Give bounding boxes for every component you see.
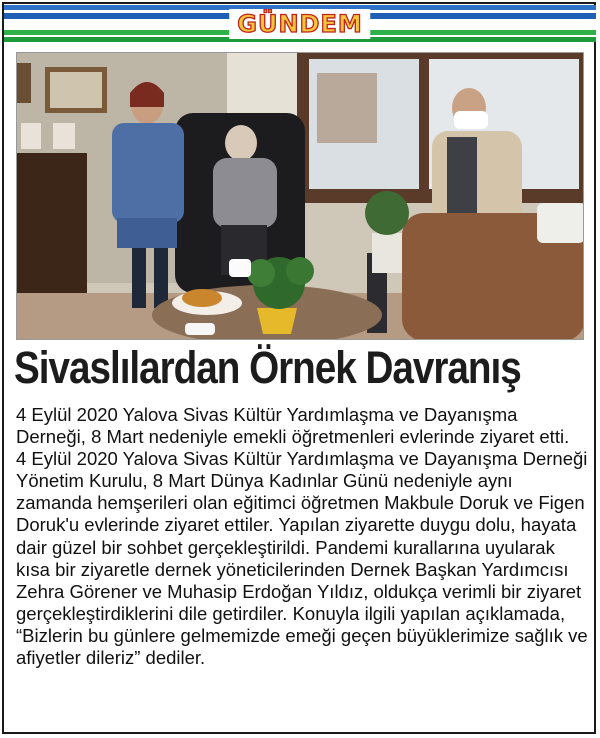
section-title: GÜNDEM (229, 9, 370, 39)
paragraph: 4 Eylül 2020 Yalova Sivas Kültür Yardımlaşma ve Dayanışma Derneği Yönetim Kurulu, 8 Mart Dünya Kadınlar Günü nedeniyle aynı zamanda hemşerileri olan eğitimci öğretmen Makbule Doruk ve Figen Doruk'u evlerinde ziyaret ettiler. Yapılan ziyarette duygu dolu, hayata dair güzel bir sohbet gerçekleştirildi. Pandemi kurallarına uyularak kısa bir ziyaretle dernek yöneticilerinden Dernek Başkan Yardımcısı Zehra Görener ve Muhasip Erdoğan Yıldız, oldukça verimli bir ziyaret gerçekleştirdiklerini dile getirdiler. Konuyla ilgili yapılan açıklamada, “Bizlerin bu günlere gelmemizde emeği geçen büyüklerimize sağlık ve afiyetler dileriz” dediler. (16, 448, 588, 669)
paragraph: 4 Eylül 2020 Yalova Sivas Kültür Yardımlaşma ve Dayanışma Derneği, 8 Mart nedeniyle emekli öğretmenleri evlerinde ziyaret etti. (16, 404, 570, 448)
section-banner (4, 5, 596, 43)
photo-illustration (17, 53, 584, 340)
news-photo (16, 52, 584, 340)
article-body (16, 404, 590, 669)
headline: Sivaslılardan Örnek Davranış (14, 342, 521, 393)
